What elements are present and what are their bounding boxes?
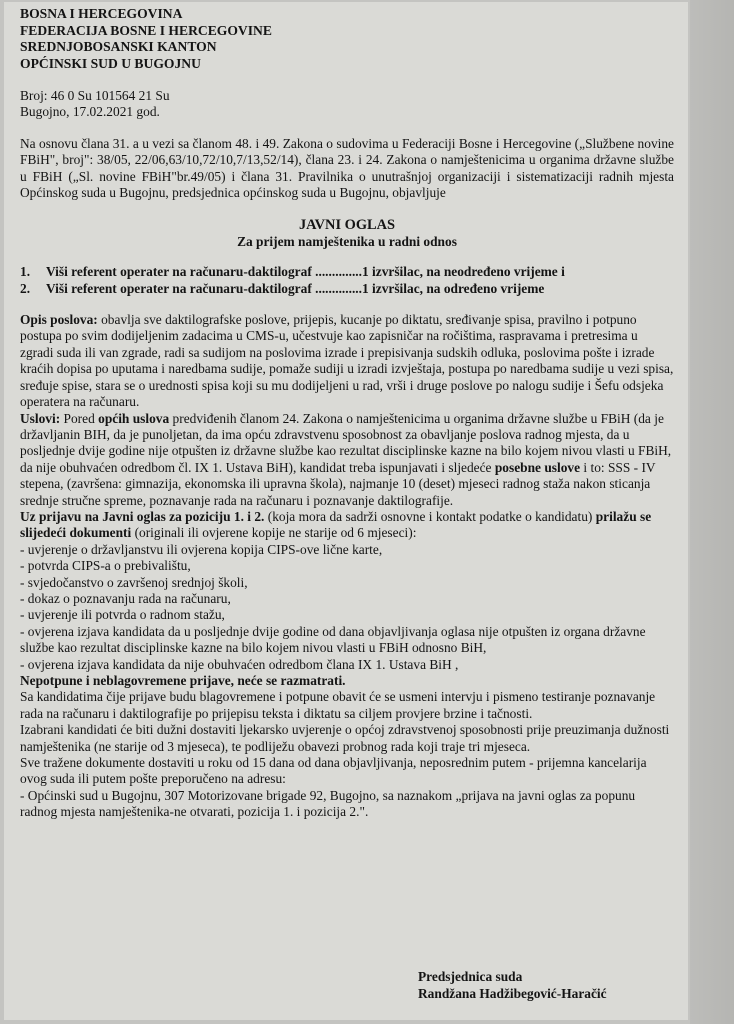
general-conditions-label: općih uslova: [98, 410, 170, 426]
position-text: Viši referent operater na računaru-daktilograf ..............1 izvršilac, na neodređeno vrijeme i: [46, 264, 565, 280]
duties-paragraph: [20, 312, 674, 410]
list-item: - potvrda CIPS-a o prebivalištu,: [20, 558, 191, 574]
signature-name: Randžana Hadžibegović-Haračić: [418, 985, 607, 1001]
documents-required-label: prilažu se slijedeći dokumenti: [20, 508, 652, 541]
signature-role: Predsjednica suda: [418, 969, 523, 984]
submission-paragraph: Sve tražene dokumente dostaviti u roku od 15 dana od dana objavljivanja, neposrednim putem - prijemna kancelarija ovog suda ili putem pošte preporučeno na adresu:: [20, 755, 647, 787]
list-item: - ovjerena izjava kandidata da nije obuhvaćen odredbom člana IX 1. Ustava BiH ,: [20, 656, 459, 672]
list-item: - ovjerena izjava kandidata da u posljednje dvije godine od dana objavljivanja oglasa nije otpušten iz organa državne službe kao rezultat disciplinske kazne na bilo kojem nivou vlasti u FBiH odnosno BiH,: [20, 623, 646, 656]
reference-number: Broj: 46 0 Su 101564 21 Su: [20, 88, 170, 103]
title-sub: Za prijem namještenika u radni odnos: [237, 233, 457, 249]
medical-paragraph: Izabrani kandidati će biti dužni dostaviti ljekarsko uvjerenje o općoj zdravstvenoj sposobnosti prije preuzimanja dužnosti namještenika (ne starije od 3 mjeseca), te podliježu obavezi probnog rada koji traje tri mjeseca.: [20, 722, 670, 754]
adjacent-page-edge: [690, 0, 734, 1024]
special-conditions-label: posebne uslove: [494, 459, 581, 475]
header-federation: FEDERACIJA BOSNE I HERCEGOVINE: [20, 22, 272, 38]
conditions-text-2: predviđenih članom 24. Zakona o namještenicima u organima državne službe u FBiH (da je državljanin BIH, da je punoljetan, da ima opću zdravstvenu sposobnost za obavljanje poslova radnog mjesta, da u posljednje dvije godine nije otpušten iz državne službe kao rezultat disciplinske kazne na bilo kojem nivou vlasti u FBiH, da nije obuhvaćen odredbom čl. IX 1. Ustava BiH), kandidat treba ispunjavati i sljedeće: [20, 410, 672, 475]
conditions-paragraph: [20, 411, 674, 509]
duties-label: Opis poslova:: [20, 312, 98, 328]
conditions-label: Uslovi:: [20, 410, 61, 426]
header-canton: SREDNJOBOSANSKI KANTON: [20, 39, 217, 54]
reference-place-date: Bugojno, 17.02.2021 god.: [20, 104, 160, 120]
conditions-text-3: i to: SSS - IV stepena, (završena: gimnazija, ekonomska ili upravna škola), najmanje 10 (deset) mjeseci radnog staža nakon sticanja srednje stručne spreme, poznavanje rada na računaru i poznavanje daktilografije.: [20, 459, 656, 508]
position-item: [20, 264, 674, 280]
duties-text: obavlja sve daktilografske poslove, prijepis, kucanje po diktatu, sređivanje spisa, pravilno i potpuno postupa po svim dodijeljenim zadacima u CMS-u, učestvuje kao zapisničar na ročištima, raspravama i pretresima u zgradi suda ili van zgrade, radi sa sudijom na poslovima izrade i prepisivanja sudskih odluka, poslovima pošte i izrade kraćih dopisa po uputama i naredbama sudije, pomaže sudiji u izradi izvještaja, postupa po naredbama sudije u vezi spisa, sređuje spise, stara se o urednosti spisa koji su mu dodijeljeni u rad, vrši i druge poslove po nalogu sudije i Šefu odsjeka operatera na računaru.: [20, 312, 674, 410]
list-item: - svjedočanstvo o završenoj srednjoj školi,: [20, 574, 248, 590]
list-item: - uvjerenje ili potvrda o radnom stažu,: [20, 607, 225, 623]
documents-intro-text: (koja mora da sadrži osnovne i kontakt podatke o kandidatu): [264, 508, 596, 524]
documents-paragraph: [20, 509, 674, 542]
documents-list: [20, 542, 674, 673]
header-court: OPĆINSKI SUD U BUGOJNU: [20, 55, 201, 71]
signature-block: [418, 969, 607, 1002]
position-item: [20, 281, 674, 297]
announcement-body: [20, 312, 674, 821]
reference-block: [20, 88, 674, 121]
address-paragraph: - Općinski sud u Bugojnu, 307 Motorizovane brigade 92, Bugojno, sa naznakom „prijava na javni oglas za popunu radnog mjesta namještenika-ne otvarati, pozicija 1. i pozicija 2.".: [20, 787, 636, 820]
header-country: BOSNA I HERCEGOVINA: [20, 6, 183, 21]
court-header: [20, 6, 674, 72]
conditions-text-1: Pored: [60, 410, 99, 426]
list-item: - dokaz o poznavanju rada na računaru,: [20, 590, 231, 606]
document-page: [4, 2, 688, 1020]
documents-intro-note: (originali ili ovjerene kopije ne starije od 6 mjeseci):: [131, 525, 417, 541]
incomplete-notice: [20, 673, 674, 689]
list-item: - uvjerenje o državljanstvu ili ovjerena kopija CIPS-ove lične karte,: [20, 541, 383, 557]
position-text: Viši referent operater na računaru-daktilograf ..............1 izvršilac, na određeno vrijeme: [46, 280, 545, 296]
interview-paragraph: Sa kandidatima čije prijave budu blagovremene i potpune obavit će se usmeni intervju i pismeno testiranje poznavanje rada na računaru i daktilografije po prijepisu teksta i diktatu sa ciljem provjere brzine i tačnosti.: [20, 689, 656, 721]
incomplete-notice-text: Nepotpune i neblagovremene prijave, neće se razmatrati.: [20, 673, 346, 688]
title-main: JAVNI OGLAS: [298, 217, 396, 234]
announcement-title: [20, 217, 674, 250]
position-number: 2.: [20, 280, 31, 296]
position-number: 1.: [20, 264, 31, 280]
documents-intro-bold: Uz prijavu na Javni oglas za poziciju 1. i 2.: [20, 508, 265, 524]
legal-basis-paragraph: Na osnovu člana 31. a u vezi sa članom 48. i 49. Zakona o sudovima u Federaciji Bosne i Hercegovine („Službene novine FBiH", broj": 38/05, 22/06,63/10,72/10,7/13,52/14), člana 23. i 24. Zakona o namještenicima u organima državne službe u FBiH („Sl. novine FBiH"br.49/05) i člana 31. Pravilnika o unutrašnjoj organizaciji i sistematizaciji radnih mjesta Općinskog suda u Bugojnu, predsjednica općinskog suda u Bugojnu, objavljuje: [20, 135, 674, 201]
positions-list: [20, 264, 674, 297]
